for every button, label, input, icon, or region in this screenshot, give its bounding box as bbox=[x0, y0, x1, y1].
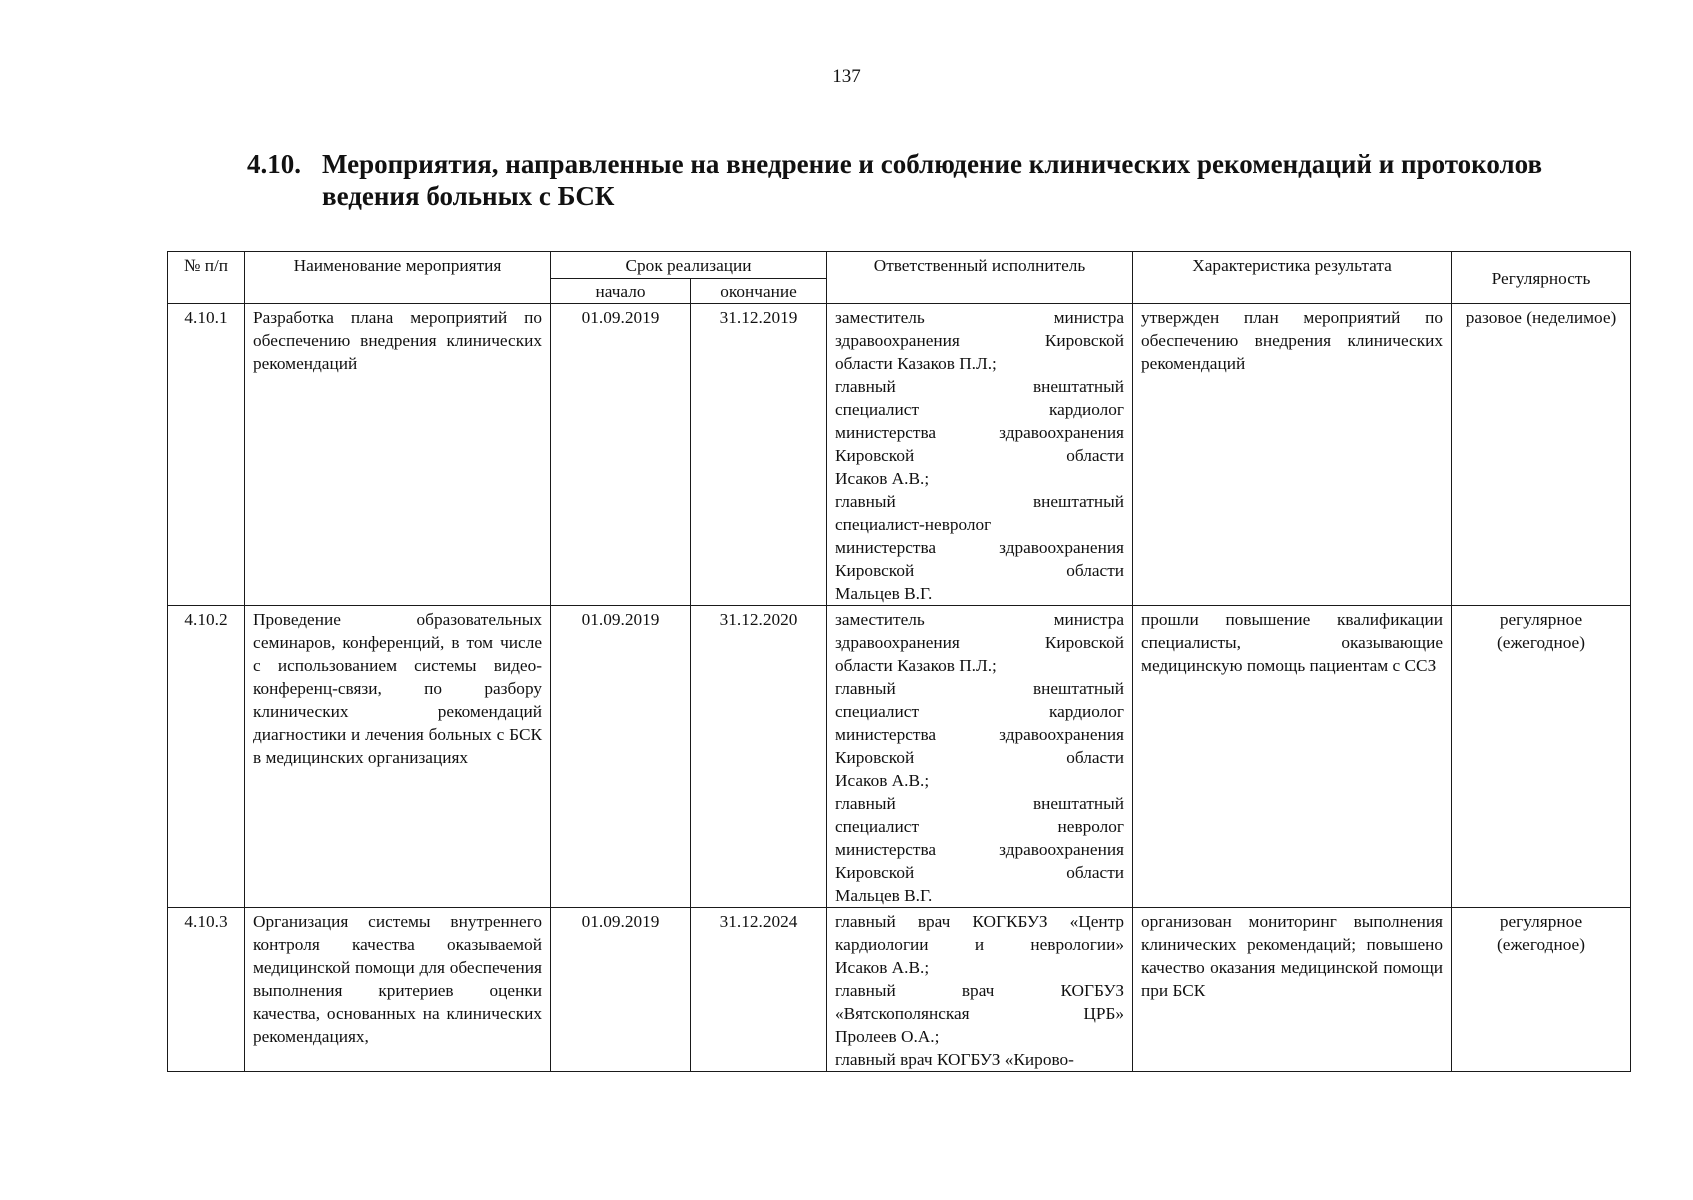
responsible-line: «Вятскополянская ЦРБ» bbox=[835, 1004, 1125, 1023]
row-num: 4.10.2 bbox=[168, 606, 245, 908]
responsible-line: министерства здравоохранения bbox=[835, 538, 1125, 557]
header-name: Наименование мероприятия bbox=[245, 252, 551, 304]
header-start: начало bbox=[551, 279, 691, 304]
header-result: Характеристика результата bbox=[1133, 252, 1452, 304]
responsible-line: области Казаков П.Л.; bbox=[835, 354, 997, 373]
responsible-line: главный внештатный bbox=[835, 794, 1125, 813]
row-regularity: разовое (неделимое) bbox=[1452, 304, 1631, 606]
row-name: Организация системы внутреннего контроля качества оказываемой медицинской помощи для обеспечения выполнения критериев оценки качества, основанных на клинических рекомендациях, bbox=[245, 908, 551, 1072]
row-start: 01.09.2019 bbox=[551, 908, 691, 1072]
responsible-line: специалист-невролог bbox=[835, 515, 992, 534]
responsible-line: здравоохранения Кировской bbox=[835, 331, 1125, 350]
responsible-line: главный врач КОГКБУЗ «Центр bbox=[835, 912, 1125, 931]
table-row bbox=[168, 908, 1631, 1072]
responsible-line: Исаков А.В.; bbox=[835, 771, 930, 790]
row-responsible bbox=[827, 908, 1133, 1072]
row-responsible bbox=[827, 304, 1133, 606]
responsible-line: главный внештатный bbox=[835, 377, 1125, 396]
table-row bbox=[168, 606, 1631, 908]
responsible-line: заместитель министра bbox=[835, 610, 1125, 629]
row-regularity: регулярное (ежегодное) bbox=[1452, 908, 1631, 1072]
responsible-line: здравоохранения Кировской bbox=[835, 633, 1125, 652]
heading-number: 4.10. bbox=[247, 149, 301, 179]
responsible-line: заместитель министра bbox=[835, 308, 1125, 327]
measures-table bbox=[167, 251, 1631, 1072]
row-name: Разработка плана мероприятий по обеспечению внедрения клинических рекомендаций bbox=[245, 304, 551, 606]
row-start: 01.09.2019 bbox=[551, 304, 691, 606]
header-period: Срок реализации bbox=[551, 252, 827, 279]
responsible-line: Кировской области bbox=[835, 561, 1125, 580]
responsible-line: министерства здравоохранения bbox=[835, 423, 1125, 442]
row-result: утвержден план мероприятий по обеспечению внедрения клинических рекомендаций bbox=[1133, 304, 1452, 606]
responsible-line: кардиологии и неврологии» bbox=[835, 935, 1125, 954]
responsible-line: Мальцев В.Г. bbox=[835, 886, 933, 905]
row-result: организован мониторинг выполнения клинических рекомендаций; повышено качество оказания медицинской помощи при БСК bbox=[1133, 908, 1452, 1072]
responsible-line: главный врач КОГБУЗ «Кирово- bbox=[835, 1050, 1074, 1069]
table-row bbox=[168, 304, 1631, 606]
responsible-line: министерства здравоохранения bbox=[835, 725, 1125, 744]
row-num: 4.10.1 bbox=[168, 304, 245, 606]
row-name: Проведение образовательных семинаров, конференций, в том числе с использованием системы видео-конференц-связи, по разбору клинических рекомендаций диагностики и лечения больных с БСК в медицинских организациях bbox=[245, 606, 551, 908]
header-responsible: Ответственный исполнитель bbox=[827, 252, 1133, 304]
responsible-line: специалист кардиолог bbox=[835, 400, 1125, 419]
row-regularity: регулярное (ежегодное) bbox=[1452, 606, 1631, 908]
responsible-line: главный внештатный bbox=[835, 492, 1125, 511]
responsible-line: Исаков А.В.; bbox=[835, 469, 930, 488]
responsible-line: специалист невролог bbox=[835, 817, 1125, 836]
row-responsible bbox=[827, 606, 1133, 908]
row-result: прошли повышение квалификации специалисты, оказывающие медицинскую помощь пациентам с ССЗ bbox=[1133, 606, 1452, 908]
responsible-line: Кировской области bbox=[835, 446, 1125, 465]
responsible-line: области Казаков П.Л.; bbox=[835, 656, 997, 675]
responsible-line: Исаков А.В.; bbox=[835, 958, 930, 977]
heading-title-part-2: ведения больных с БСК bbox=[322, 181, 615, 211]
page-number: 137 bbox=[832, 66, 861, 87]
responsible-line: специалист кардиолог bbox=[835, 702, 1125, 721]
responsible-line: главный врач КОГБУЗ bbox=[835, 981, 1125, 1000]
row-end: 31.12.2020 bbox=[691, 606, 827, 908]
row-start: 01.09.2019 bbox=[551, 606, 691, 908]
header-end: окончание bbox=[691, 279, 827, 304]
responsible-line: Пролеев О.А.; bbox=[835, 1027, 940, 1046]
heading-line-1 bbox=[247, 148, 1667, 180]
responsible-line: Мальцев В.Г. bbox=[835, 584, 933, 603]
header-num: № п/п bbox=[168, 252, 245, 304]
responsible-line: Кировской области bbox=[835, 748, 1125, 767]
responsible-line: министерства здравоохранения bbox=[835, 840, 1125, 859]
section-heading bbox=[247, 148, 1667, 212]
row-end: 31.12.2019 bbox=[691, 304, 827, 606]
responsible-line: Кировской области bbox=[835, 863, 1125, 882]
header-regularity: Регулярность bbox=[1452, 252, 1631, 304]
responsible-line: главный внештатный bbox=[835, 679, 1125, 698]
row-num: 4.10.3 bbox=[168, 908, 245, 1072]
heading-title-part-1: Мероприятия, направленные на внедрение и соблюдение клинических рекомендаций и протоколов bbox=[322, 149, 1543, 179]
row-end: 31.12.2024 bbox=[691, 908, 827, 1072]
